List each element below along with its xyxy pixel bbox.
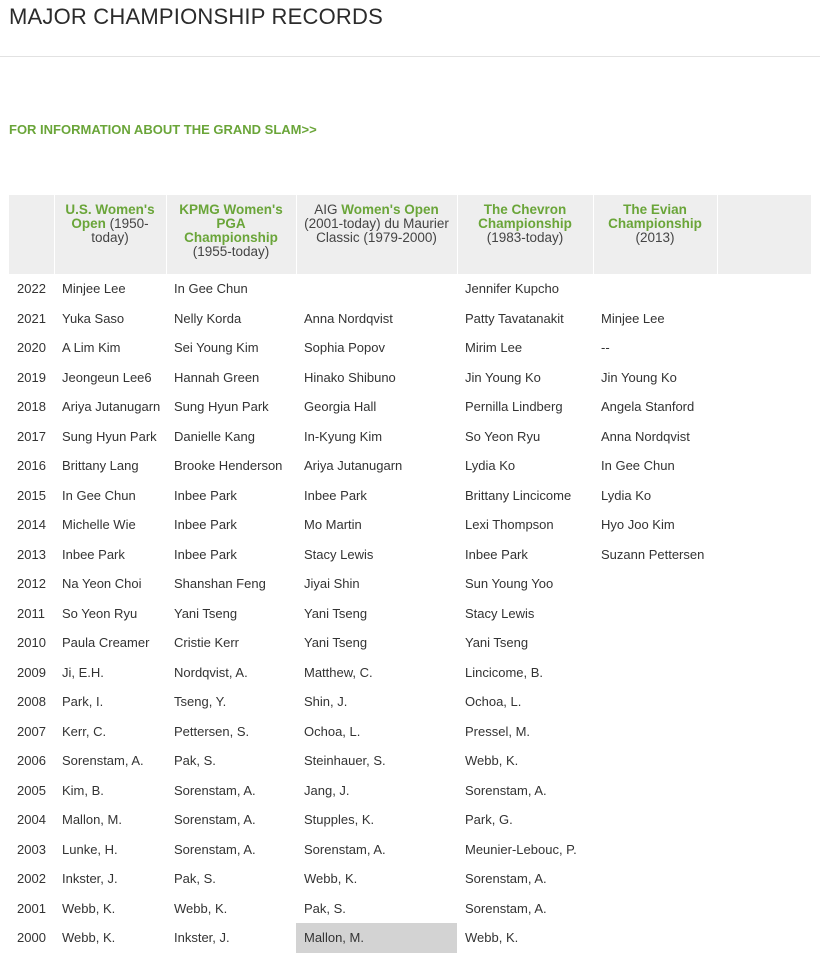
cell-year: 2013: [17, 546, 46, 562]
cell-chevron: Yani Tseng: [465, 635, 529, 651]
cell-kpmg-pga: Pak, S.: [174, 753, 216, 769]
table-row: [9, 894, 811, 924]
cell-year: 2004: [17, 812, 46, 828]
cell-empty: [717, 510, 811, 540]
cell-kpmg-pga: Yani Tseng: [174, 605, 238, 621]
table-row: [9, 304, 811, 334]
cell-evian: [593, 923, 717, 953]
header-kpmg-pga-link[interactable]: KPMG Women's PGA Championship: [179, 202, 283, 245]
cell-aig-womens-open: Mo Martin: [304, 517, 362, 533]
header-year: [9, 195, 54, 274]
cell-chevron: Jin Young Ko: [465, 369, 541, 385]
cell-chevron: Stacy Lewis: [465, 605, 535, 621]
page-title: MAJOR CHAMPIONSHIP RECORDS: [9, 4, 383, 29]
cell-empty: [717, 835, 811, 865]
cell-chevron: Sorenstam, A.: [465, 782, 547, 798]
cell-evian: [593, 894, 717, 924]
cell-aig-womens-open: Ariya Jutanugarn: [304, 458, 403, 474]
cell-chevron: Lincicome, B.: [465, 664, 544, 680]
cell-kpmg-pga: Sorenstam, A.: [174, 841, 256, 857]
header-chevron-dates: (1983-today): [486, 230, 564, 245]
cell-chevron: Lexi Thompson: [465, 517, 554, 533]
cell-us-womens-open: Inbee Park: [62, 546, 125, 562]
table-row: [9, 599, 811, 629]
cell-aig-womens-open: Stacy Lewis: [304, 546, 374, 562]
cell-year: 2008: [17, 694, 46, 710]
cell-kpmg-pga: Danielle Kang: [174, 428, 255, 444]
cell-chevron: Pressel, M.: [465, 723, 531, 739]
cell-aig-womens-open: Sophia Popov: [304, 340, 385, 356]
cell-empty: [717, 628, 811, 658]
cell-kpmg-pga: Sung Hyun Park: [174, 399, 269, 415]
cell-aig-womens-open: Matthew, C.: [304, 664, 373, 680]
table-row: [9, 687, 811, 717]
cell-kpmg-pga: Sei Young Kim: [174, 340, 259, 356]
cell-aig-womens-open: Steinhauer, S.: [304, 753, 386, 769]
cell-kpmg-pga: Pak, S.: [174, 871, 216, 887]
cell-year: 2016: [17, 458, 46, 474]
championship-records-table: [9, 195, 812, 953]
cell-empty: [717, 776, 811, 806]
cell-evian: [593, 599, 717, 629]
table-row: [9, 333, 811, 363]
cell-year: 2003: [17, 841, 46, 857]
cell-aig-womens-open: [296, 274, 457, 304]
cell-kpmg-pga: Pettersen, S.: [174, 723, 250, 739]
cell-empty: [717, 481, 811, 511]
table-row: [9, 864, 811, 894]
table-row: [9, 510, 811, 540]
table-row: [9, 835, 811, 865]
table-row: [9, 658, 811, 688]
cell-evian: --: [601, 340, 610, 356]
cell-aig-womens-open: Pak, S.: [304, 900, 346, 916]
header-kpmg-pga-dates: (1955-today): [192, 244, 270, 259]
cell-evian: [593, 658, 717, 688]
cell-us-womens-open: Ariya Jutanugarn: [62, 399, 161, 415]
cell-chevron: Inbee Park: [465, 546, 528, 562]
cell-us-womens-open: Ji, E.H.: [62, 664, 104, 680]
cell-evian: [593, 835, 717, 865]
cell-chevron: Patty Tavatanakit: [465, 310, 564, 326]
table-row: [9, 923, 811, 953]
cell-chevron: Sorenstam, A.: [465, 900, 547, 916]
cell-kpmg-pga: Nelly Korda: [174, 310, 242, 326]
cell-kpmg-pga: Inkster, J.: [174, 930, 230, 946]
cell-kpmg-pga: Nordqvist, A.: [174, 664, 248, 680]
cell-us-womens-open: Mallon, M.: [62, 812, 122, 828]
cell-evian: [593, 805, 717, 835]
cell-year: 2001: [17, 900, 46, 916]
cell-us-womens-open: Na Yeon Choi: [62, 576, 142, 592]
cell-kpmg-pga: Shanshan Feng: [174, 576, 266, 592]
table-row: [9, 451, 811, 481]
cell-kpmg-pga: Brooke Henderson: [174, 458, 283, 474]
cell-aig-womens-open: Georgia Hall: [304, 399, 377, 415]
cell-year: 2021: [17, 310, 46, 326]
cell-empty: [717, 451, 811, 481]
table-body: [9, 274, 811, 953]
cell-empty: [717, 599, 811, 629]
table-row: [9, 746, 811, 776]
cell-aig-womens-open: Yani Tseng: [304, 635, 368, 651]
table-row: [9, 805, 811, 835]
cell-aig-womens-open: Mallon, M.: [296, 923, 457, 953]
header-evian-link[interactable]: The Evian Championship: [608, 202, 702, 231]
cell-chevron: Lydia Ko: [465, 458, 516, 474]
cell-evian: Minjee Lee: [601, 310, 665, 326]
cell-empty: [717, 658, 811, 688]
cell-empty: [717, 333, 811, 363]
cell-aig-womens-open: Ochoa, L.: [304, 723, 361, 739]
cell-year: 2007: [17, 723, 46, 739]
cell-evian: Angela Stanford: [601, 399, 695, 415]
cell-year: 2009: [17, 664, 46, 680]
cell-empty: [717, 746, 811, 776]
cell-aig-womens-open: Jiyai Shin: [304, 576, 360, 592]
cell-empty: [717, 274, 811, 304]
cell-evian: Hyo Joo Kim: [601, 517, 675, 533]
cell-evian: Jin Young Ko: [601, 369, 677, 385]
table-row: [9, 392, 811, 422]
cell-kpmg-pga: Tseng, Y.: [174, 694, 227, 710]
cell-us-womens-open: Park, I.: [62, 694, 104, 710]
cell-chevron: Webb, K.: [465, 753, 519, 769]
cell-evian: [593, 687, 717, 717]
table-row: [9, 363, 811, 393]
cell-kpmg-pga: Cristie Kerr: [174, 635, 240, 651]
cell-us-womens-open: Webb, K.: [62, 900, 116, 916]
cell-kpmg-pga: Webb, K.: [174, 900, 228, 916]
cell-evian: [593, 569, 717, 599]
cell-empty: [717, 363, 811, 393]
cell-year: 2006: [17, 753, 46, 769]
cell-aig-womens-open: Jang, J.: [304, 782, 350, 798]
cell-chevron: Park, G.: [465, 812, 513, 828]
table-row: [9, 481, 811, 511]
cell-year: 2017: [17, 428, 46, 444]
cell-kpmg-pga: Inbee Park: [174, 487, 237, 503]
table-row: [9, 717, 811, 747]
cell-kpmg-pga: Inbee Park: [174, 546, 237, 562]
cell-empty: [717, 894, 811, 924]
header-aig-womens-open-link[interactable]: Women's Open: [341, 202, 439, 217]
header-us-womens-open-dates: (1950-today): [91, 216, 149, 245]
cell-year: 2005: [17, 782, 46, 798]
cell-year: 2002: [17, 871, 46, 887]
cell-evian: Anna Nordqvist: [601, 428, 690, 444]
cell-us-womens-open: Inkster, J.: [62, 871, 118, 887]
cell-us-womens-open: Yuka Saso: [62, 310, 125, 326]
cell-chevron: Jennifer Kupcho: [465, 281, 559, 297]
cell-chevron: Mirim Lee: [465, 340, 523, 356]
cell-empty: [717, 864, 811, 894]
cell-chevron: So Yeon Ryu: [465, 428, 541, 444]
cell-year: 2000: [17, 930, 46, 946]
header-aig-womens-open: [296, 195, 457, 274]
cell-aig-womens-open: Webb, K.: [304, 871, 358, 887]
cell-kpmg-pga: Sorenstam, A.: [174, 812, 256, 828]
cell-year: 2022: [17, 281, 46, 297]
cell-chevron: Sun Young Yoo: [465, 576, 554, 592]
cell-us-womens-open: Paula Creamer: [62, 635, 150, 651]
cell-evian: [593, 746, 717, 776]
header-evian: [593, 195, 717, 274]
cell-chevron: Sorenstam, A.: [465, 871, 547, 887]
cell-us-womens-open: Minjee Lee: [62, 281, 126, 297]
cell-empty: [717, 422, 811, 452]
cell-us-womens-open: Lunke, H.: [62, 841, 118, 857]
cell-year: 2019: [17, 369, 46, 385]
cell-chevron: Meunier-Lebouc, P.: [465, 841, 577, 857]
cell-us-womens-open: In Gee Chun: [62, 487, 136, 503]
cell-year: 2012: [17, 576, 46, 592]
cell-us-womens-open: Michelle Wie: [62, 517, 136, 533]
cell-aig-womens-open: Hinako Shibuno: [304, 369, 396, 385]
header-kpmg-pga: [166, 195, 296, 274]
cell-us-womens-open: Sorenstam, A.: [62, 753, 144, 769]
cell-us-womens-open: Jeongeun Lee6: [62, 369, 152, 385]
cell-year: 2018: [17, 399, 46, 415]
cell-empty: [717, 805, 811, 835]
cell-year: 2014: [17, 517, 46, 533]
cell-aig-womens-open: Yani Tseng: [304, 605, 368, 621]
cell-aig-womens-open: Sorenstam, A.: [304, 841, 386, 857]
cell-aig-womens-open: Anna Nordqvist: [304, 310, 393, 326]
table-row: [9, 628, 811, 658]
table-row: [9, 776, 811, 806]
cell-us-womens-open: So Yeon Ryu: [62, 605, 138, 621]
table-row: [9, 540, 811, 570]
cell-us-womens-open: Webb, K.: [62, 930, 116, 946]
cell-empty: [717, 304, 811, 334]
table-header-row: [9, 195, 811, 274]
cell-year: 2020: [17, 340, 46, 356]
cell-chevron: Webb, K.: [465, 930, 519, 946]
cell-aig-womens-open: In-Kyung Kim: [304, 428, 383, 444]
cell-us-womens-open: Sung Hyun Park: [62, 428, 157, 444]
header-chevron-link[interactable]: The Chevron Championship: [478, 202, 572, 231]
cell-kpmg-pga: Hannah Green: [174, 369, 260, 385]
cell-empty: [717, 540, 811, 570]
cell-chevron: Brittany Lincicome: [465, 487, 572, 503]
cell-kpmg-pga: Inbee Park: [174, 517, 237, 533]
cell-us-womens-open: A Lim Kim: [62, 340, 121, 356]
cell-evian: [593, 776, 717, 806]
cell-chevron: Ochoa, L.: [465, 694, 522, 710]
header-us-womens-open-link[interactable]: U.S. Women's Open: [65, 202, 155, 231]
cell-kpmg-pga: In Gee Chun: [174, 281, 248, 297]
cell-empty: [717, 392, 811, 422]
cell-empty: [717, 569, 811, 599]
header-chevron: [457, 195, 593, 274]
cell-year: 2011: [17, 605, 45, 621]
header-aig-womens-open-dates: (2001-today) du Maurier Classic (1979-2000): [304, 216, 449, 245]
header-evian-dates: (2013): [635, 230, 675, 245]
cell-year: 2015: [17, 487, 46, 503]
cell-evian: Suzann Pettersen: [601, 546, 705, 562]
cell-empty: [717, 923, 811, 953]
cell-aig-womens-open: Shin, J.: [304, 694, 348, 710]
grand-slam-link[interactable]: FOR INFORMATION ABOUT THE GRAND SLAM>>: [9, 122, 317, 137]
cell-evian: Lydia Ko: [601, 487, 652, 503]
cell-chevron: Pernilla Lindberg: [465, 399, 563, 415]
header-empty: [717, 195, 811, 274]
header-aig-prefix: AIG: [314, 202, 342, 217]
cell-empty: [717, 717, 811, 747]
title-divider: [0, 56, 820, 57]
header-us-womens-open: [54, 195, 166, 274]
cell-us-womens-open: Brittany Lang: [62, 458, 139, 474]
table-row: [9, 274, 811, 304]
cell-evian: [593, 717, 717, 747]
table-row: [9, 569, 811, 599]
cell-year: 2010: [17, 635, 46, 651]
cell-kpmg-pga: Sorenstam, A.: [174, 782, 256, 798]
cell-aig-womens-open: Stupples, K.: [304, 812, 375, 828]
cell-empty: [717, 687, 811, 717]
table-row: [9, 422, 811, 452]
cell-evian: [593, 864, 717, 894]
cell-aig-womens-open: Inbee Park: [304, 487, 367, 503]
cell-evian: In Gee Chun: [601, 458, 675, 474]
cell-us-womens-open: Kim, B.: [62, 782, 104, 798]
cell-evian: [593, 628, 717, 658]
cell-evian: [593, 274, 717, 304]
cell-us-womens-open: Kerr, C.: [62, 723, 107, 739]
